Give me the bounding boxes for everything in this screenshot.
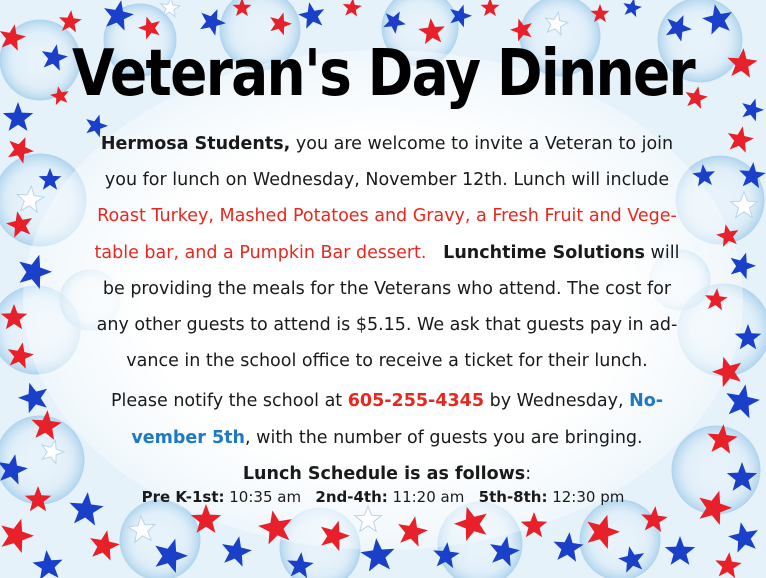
paragraph-line: you for lunch on Wednesday, November 12th. Lunch will include: [104, 170, 670, 191]
rsvp-date: No-: [629, 391, 664, 412]
schedule-grade: Pre K-1st:: [141, 488, 225, 506]
schedule-time: 12:30 pm: [547, 488, 625, 506]
paragraph-line: vember 5th, with the number of guests you are bringing.: [131, 427, 643, 448]
lunch-schedule: [0, 488, 766, 506]
paragraph-line: any other guests to attend is $5.15. We ask that guests pay in ad-: [96, 315, 678, 336]
schedule-grade: 5th-8th:: [478, 488, 548, 506]
caterer-name: Lunchtime Solutions: [443, 242, 645, 263]
rsvp-date: vember 5th: [131, 427, 246, 448]
phone-number: 605-255-4345: [347, 391, 485, 412]
schedule-time: 10:35 am: [224, 488, 302, 506]
paragraph-line: vance in the school office to receive a ticket for their lunch.: [126, 351, 648, 372]
menu-line: Roast Turkey, Mashed Potatoes and Gravy, a Fresh Fruit and Vege-: [97, 206, 677, 227]
paragraph-line: Hermosa Students, you are welcome to invite a Veteran to join: [100, 134, 674, 154]
invitation-text: [62, 126, 712, 492]
schedule-time: 11:20 am: [387, 488, 465, 506]
schedule-heading: Lunch Schedule is as follows:: [242, 463, 532, 484]
page-title: Veteran's Day Dinner: [72, 37, 694, 111]
audience-label: Hermosa Students,: [100, 134, 291, 154]
paragraph-line: Please notify the school at 605-255-4345 by Wednesday, No-: [110, 391, 664, 412]
paragraph-line: be providing the meals for the Veterans who attend. The cost for: [102, 278, 672, 299]
menu-line: table bar, and a Pumpkin Bar dessert.: [94, 242, 427, 263]
paragraph-line: table bar, and a Pumpkin Bar dessert. Lunchtime Solutions will: [94, 242, 680, 263]
schedule-grade: 2nd-4th:: [315, 488, 388, 506]
